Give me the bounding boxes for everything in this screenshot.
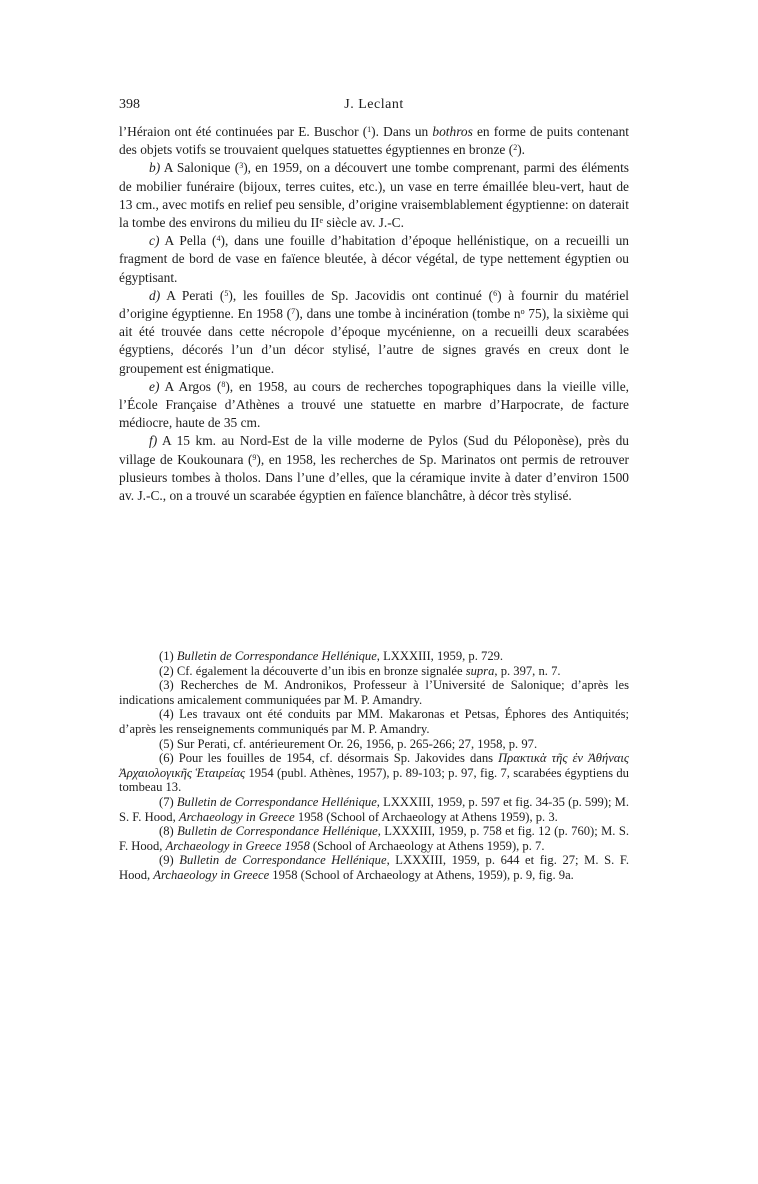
footnote-number: (1) (159, 649, 174, 663)
text-run: A Pella ( (159, 233, 217, 249)
footnote-8 (119, 824, 629, 853)
text-run: ), en 1959, on a découvert une tombe comprenant, parmi des éléments de mobilier funéraire (bijoux, terres cuites, etc.), un vase en terre émaillée bleu-vert, haut de 13 cm., avec motifs en relief peu sensible, d’origine vraisemblablement égyptienne: on daterait la tombe des environs du milieu du II (119, 160, 630, 231)
text-run: , LXXXIII, 1959, p. 644 et fig. 27; M. S. F. Hood, (119, 853, 629, 882)
text-run: Les travaux ont été conduits par MM. Makaronas et Petsas, Éphores des Antiquités; d’après les renseignements communiqués par M. P. Amandry. (119, 707, 629, 736)
text-run: siècle av. J.-C. (323, 215, 404, 231)
text-run: ) à fournir du matériel d’origine égyptienne. En 1958 ( (119, 287, 630, 322)
text-run: ). (517, 142, 525, 158)
footnote-ref: 1 (367, 125, 372, 134)
paragraph-c (119, 232, 629, 287)
text-run: ), les fouilles de Sp. Jacovidis ont continué ( (228, 287, 494, 303)
text-run: 1958 (School of Archaeology at Athens, 1959), p. 9, fig. 9a. (269, 867, 574, 882)
text-run: 75), la sixième qui ait été trouvée dans cette nécropole d’époque mycénienne, on a recueilli deux scarabées égyptiens, décorés l’un d’un décor stylisé, l’autre de signes gravés en creux dont le groupement est énigmatique. (119, 306, 630, 376)
paragraph-e (119, 378, 629, 433)
text-run: l’Héraion ont été continuées par E. Buschor ( (119, 124, 368, 139)
footnote-number: (3) (159, 678, 174, 693)
footnote-ref: 6 (493, 288, 498, 298)
footnote-2 (119, 664, 629, 679)
italic-title: Archaeology in Greece (178, 809, 295, 824)
italic-title: Archaeology in Greece (153, 867, 270, 882)
text-run: Cf. également la découverte d’un ibis en bronze signalée (173, 663, 466, 678)
text-run: ), en 1958, les recherches de Sp. Marinatos ont permis de retrouver plusieurs tombes à tholos. Dans l’une d’elles, que la céramique invite à dater d’environ 1500 av. J.-C., on a trouvé un scarabée égyptien en faïence blanchâtre, à décor très stylisé. (119, 451, 629, 504)
text-run: ), en 1958, au cours de recherches topographiques dans la vieille ville, l’École Française d’Athènes a trouvé une statuette en marbre d’Harpocrate, de facture médiocre, haute de 35 cm. (119, 378, 629, 431)
item-label: d) (149, 287, 161, 303)
text-run: Pour les fouilles de 1954, cf. désormais Sp. Jakovides dans (173, 751, 499, 766)
footnote-ref: 7 (291, 307, 296, 317)
italic-term: bothros (432, 124, 473, 139)
text-run: en forme de puits contenant des objets votifs se trouvaient quelques statuettes égyptiennes en bronze ( (119, 124, 629, 158)
text-run: A Perati ( (160, 287, 225, 303)
paragraph-f (119, 432, 629, 505)
running-head: J. Leclant (344, 97, 404, 112)
item-label: c) (149, 233, 160, 249)
text-run: , LXXXIII, 1959, p. 758 et fig. 12 (p. 760); M. S. F. Hood, (119, 824, 629, 853)
footnote-7 (119, 795, 629, 824)
text-run: 1958 (School of Archaeology at Athens 1959), p. 3. (294, 809, 558, 824)
italic-title: Bulletin de Correspondance Hellénique (176, 649, 377, 663)
text-run: Sur Perati, cf. antérieurement Or. 26, 1956, p. 265-266; 27, 1958, p. 97. (173, 736, 538, 751)
italic-title: Bulletin de Correspondance Hellénique (179, 853, 387, 868)
footnote-ref: 8 (221, 379, 226, 389)
text-run: 1954 (publ. Athènes, 1957), p. 89-103; p. 97, fig. 7, scarabées égyptiens du tombeau 13. (119, 765, 629, 795)
italic-title: Archaeology in Greece 1958 (165, 838, 310, 853)
footnote-number: (8) (159, 824, 174, 839)
footnote-number: (6) (159, 751, 174, 766)
footnote-6 (119, 751, 629, 795)
footnote-ref: 4 (216, 234, 221, 244)
footnote-ref: 3 (239, 161, 244, 171)
italic-term: supra (465, 663, 495, 678)
main-text (119, 123, 629, 505)
footnotes (119, 649, 629, 883)
footnote-number: (5) (159, 736, 174, 751)
text-run: (School of Archaeology at Athens 1959), p. 7. (309, 838, 545, 853)
text-run: Recherches de M. Andronikos, Professeur à l’Université de Salonique; d’après les indications amicalement communiquées par M. P. Amandry. (119, 678, 629, 707)
text-run: A 15 km. au Nord-Est de la ville moderne de Pylos (Sud du Péloponèse), près du village de Koukounara ( (119, 433, 629, 467)
text-run: A Argos ( (159, 378, 222, 394)
footnote-1 (119, 649, 629, 664)
paragraph-b (119, 159, 629, 232)
page-header (119, 97, 629, 117)
footnote-ref: 2 (513, 143, 518, 153)
footnote-ref: 9 (252, 452, 257, 462)
item-label: f) (149, 433, 158, 449)
footnote-ref: 5 (224, 288, 229, 298)
superscript: e (319, 216, 324, 226)
footnote-number: (9) (159, 853, 174, 868)
text-run: ). Dans un (371, 124, 433, 139)
text-run: ), dans une fouille d’habitation d’époque hellénistique, on a recueilli un fragment de bord de vase en faïence bleutée, à décor végétal, de type nettement égyptien ou égyptisant. (119, 233, 629, 285)
text-run: , p. 397, n. 7. (494, 663, 561, 678)
text-run: A Salonique ( (160, 160, 240, 176)
item-label: e) (149, 378, 160, 394)
footnote-number: (2) (159, 663, 174, 678)
item-label: b) (149, 160, 161, 176)
footnote-4 (119, 707, 629, 736)
italic-title: Bulletin de Correspondance Hellénique (176, 794, 377, 809)
footnote-5 (119, 737, 629, 752)
page-number: 398 (119, 97, 140, 112)
footnote-3 (119, 678, 629, 707)
footnote-number: (4) (159, 707, 174, 722)
paragraph-continuation (119, 123, 629, 159)
text-run: , LXXXIII, 1959, p. 729. (376, 649, 504, 663)
italic-title: Bulletin de Correspondance Hellénique (177, 824, 378, 839)
text-run: ), dans une tombe à incinération (tombe n (295, 306, 521, 322)
paragraph-d (119, 287, 629, 378)
footnote-9 (119, 853, 629, 882)
superscript: o (520, 307, 525, 317)
text-run: , LXXXIII, 1959, p. 597 et fig. 34-35 (p. 599); M. S. F. Hood, (119, 794, 629, 824)
footnote-number: (7) (159, 794, 174, 809)
italic-title: Πρακτικὰ τῆς ἐν Ἀθήναις Ἀρχαιολογικῆς Ἑταιρείας (119, 751, 629, 780)
